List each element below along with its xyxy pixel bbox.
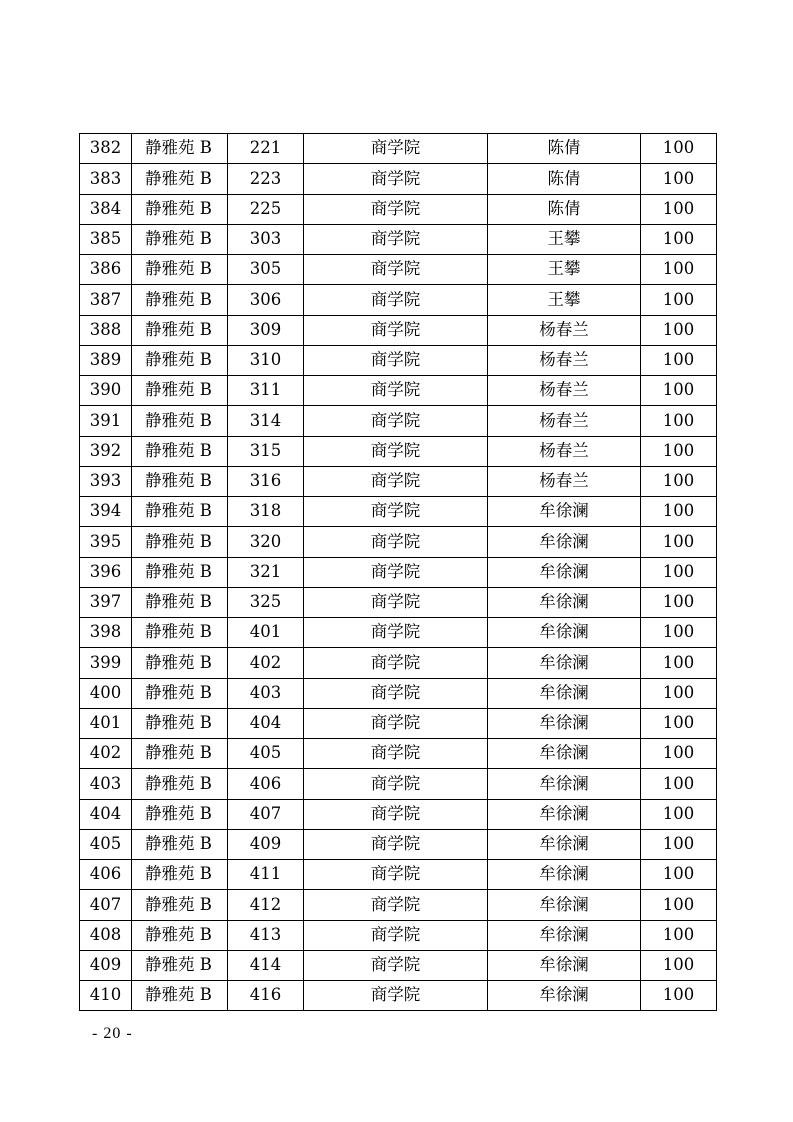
college-cell: 商学院 <box>304 739 488 769</box>
college-cell: 商学院 <box>304 860 488 890</box>
dormitory-score-table <box>79 133 717 1011</box>
counselor-cell: 牟徐澜 <box>488 557 641 587</box>
counselor-cell: 王攀 <box>488 224 641 254</box>
room-number-cell: 318 <box>228 497 304 527</box>
table-row <box>80 557 717 587</box>
row-index-cell: 404 <box>80 799 132 829</box>
room-number-cell: 306 <box>228 285 304 315</box>
row-index-cell: 387 <box>80 285 132 315</box>
score-cell: 100 <box>641 678 717 708</box>
building-cell: 静雅苑 B <box>132 376 228 406</box>
table-row <box>80 799 717 829</box>
building-cell: 静雅苑 B <box>132 829 228 859</box>
room-number-cell: 404 <box>228 708 304 738</box>
college-cell: 商学院 <box>304 648 488 678</box>
score-cell: 100 <box>641 981 717 1011</box>
score-cell: 100 <box>641 769 717 799</box>
room-number-cell: 316 <box>228 466 304 496</box>
page-number: - 20 - <box>92 1025 133 1042</box>
counselor-cell: 杨春兰 <box>488 376 641 406</box>
counselor-cell: 牟徐澜 <box>488 708 641 738</box>
college-cell: 商学院 <box>304 920 488 950</box>
counselor-cell: 牟徐澜 <box>488 648 641 678</box>
row-index-cell: 382 <box>80 134 132 164</box>
counselor-cell: 牟徐澜 <box>488 920 641 950</box>
row-index-cell: 405 <box>80 829 132 859</box>
building-cell: 静雅苑 B <box>132 950 228 980</box>
table-row <box>80 587 717 617</box>
college-cell: 商学院 <box>304 708 488 738</box>
college-cell: 商学院 <box>304 769 488 799</box>
score-cell: 100 <box>641 224 717 254</box>
room-number-cell: 315 <box>228 436 304 466</box>
building-cell: 静雅苑 B <box>132 587 228 617</box>
score-cell: 100 <box>641 285 717 315</box>
score-cell: 100 <box>641 466 717 496</box>
score-cell: 100 <box>641 164 717 194</box>
building-cell: 静雅苑 B <box>132 466 228 496</box>
room-number-cell: 406 <box>228 769 304 799</box>
college-cell: 商学院 <box>304 950 488 980</box>
room-number-cell: 321 <box>228 557 304 587</box>
row-index-cell: 409 <box>80 950 132 980</box>
college-cell: 商学院 <box>304 587 488 617</box>
college-cell: 商学院 <box>304 224 488 254</box>
counselor-cell: 牟徐澜 <box>488 829 641 859</box>
row-index-cell: 390 <box>80 376 132 406</box>
counselor-cell: 杨春兰 <box>488 345 641 375</box>
table-row <box>80 406 717 436</box>
counselor-cell: 牟徐澜 <box>488 860 641 890</box>
score-cell: 100 <box>641 860 717 890</box>
room-number-cell: 405 <box>228 739 304 769</box>
row-index-cell: 393 <box>80 466 132 496</box>
counselor-cell: 陈倩 <box>488 134 641 164</box>
row-index-cell: 391 <box>80 406 132 436</box>
college-cell: 商学院 <box>304 557 488 587</box>
building-cell: 静雅苑 B <box>132 194 228 224</box>
score-cell: 100 <box>641 527 717 557</box>
row-index-cell: 396 <box>80 557 132 587</box>
building-cell: 静雅苑 B <box>132 406 228 436</box>
score-cell: 100 <box>641 345 717 375</box>
table-row <box>80 194 717 224</box>
score-cell: 100 <box>641 406 717 436</box>
counselor-cell: 陈倩 <box>488 194 641 224</box>
score-cell: 100 <box>641 708 717 738</box>
building-cell: 静雅苑 B <box>132 224 228 254</box>
building-cell: 静雅苑 B <box>132 769 228 799</box>
score-cell: 100 <box>641 829 717 859</box>
row-index-cell: 400 <box>80 678 132 708</box>
score-cell: 100 <box>641 799 717 829</box>
score-cell: 100 <box>641 194 717 224</box>
college-cell: 商学院 <box>304 497 488 527</box>
college-cell: 商学院 <box>304 527 488 557</box>
college-cell: 商学院 <box>304 376 488 406</box>
counselor-cell: 陈倩 <box>488 164 641 194</box>
table-row <box>80 376 717 406</box>
college-cell: 商学院 <box>304 890 488 920</box>
row-index-cell: 402 <box>80 739 132 769</box>
college-cell: 商学院 <box>304 466 488 496</box>
row-index-cell: 399 <box>80 648 132 678</box>
room-number-cell: 320 <box>228 527 304 557</box>
row-index-cell: 410 <box>80 981 132 1011</box>
counselor-cell: 杨春兰 <box>488 466 641 496</box>
building-cell: 静雅苑 B <box>132 436 228 466</box>
college-cell: 商学院 <box>304 799 488 829</box>
building-cell: 静雅苑 B <box>132 618 228 648</box>
table-row <box>80 527 717 557</box>
score-cell: 100 <box>641 648 717 678</box>
counselor-cell: 牟徐澜 <box>488 769 641 799</box>
table-row <box>80 618 717 648</box>
building-cell: 静雅苑 B <box>132 285 228 315</box>
row-index-cell: 386 <box>80 255 132 285</box>
college-cell: 商学院 <box>304 618 488 648</box>
row-index-cell: 394 <box>80 497 132 527</box>
college-cell: 商学院 <box>304 134 488 164</box>
college-cell: 商学院 <box>304 436 488 466</box>
counselor-cell: 牟徐澜 <box>488 587 641 617</box>
college-cell: 商学院 <box>304 829 488 859</box>
score-cell: 100 <box>641 315 717 345</box>
college-cell: 商学院 <box>304 981 488 1011</box>
row-index-cell: 388 <box>80 315 132 345</box>
score-cell: 100 <box>641 950 717 980</box>
counselor-cell: 牟徐澜 <box>488 678 641 708</box>
table-row <box>80 678 717 708</box>
room-number-cell: 303 <box>228 224 304 254</box>
room-number-cell: 407 <box>228 799 304 829</box>
counselor-cell: 王攀 <box>488 255 641 285</box>
college-cell: 商学院 <box>304 406 488 436</box>
row-index-cell: 384 <box>80 194 132 224</box>
score-cell: 100 <box>641 920 717 950</box>
table-row <box>80 315 717 345</box>
building-cell: 静雅苑 B <box>132 134 228 164</box>
table-row <box>80 890 717 920</box>
score-cell: 100 <box>641 134 717 164</box>
row-index-cell: 398 <box>80 618 132 648</box>
room-number-cell: 225 <box>228 194 304 224</box>
building-cell: 静雅苑 B <box>132 739 228 769</box>
building-cell: 静雅苑 B <box>132 164 228 194</box>
row-index-cell: 383 <box>80 164 132 194</box>
room-number-cell: 416 <box>228 981 304 1011</box>
table-row <box>80 739 717 769</box>
building-cell: 静雅苑 B <box>132 981 228 1011</box>
room-number-cell: 402 <box>228 648 304 678</box>
table-row <box>80 466 717 496</box>
row-index-cell: 407 <box>80 890 132 920</box>
table-row <box>80 648 717 678</box>
table-row <box>80 497 717 527</box>
room-number-cell: 310 <box>228 345 304 375</box>
counselor-cell: 牟徐澜 <box>488 799 641 829</box>
table-row <box>80 708 717 738</box>
table-row <box>80 829 717 859</box>
score-cell: 100 <box>641 557 717 587</box>
table-row <box>80 224 717 254</box>
score-cell: 100 <box>641 497 717 527</box>
table-row <box>80 436 717 466</box>
building-cell: 静雅苑 B <box>132 890 228 920</box>
room-number-cell: 412 <box>228 890 304 920</box>
counselor-cell: 牟徐澜 <box>488 981 641 1011</box>
score-cell: 100 <box>641 376 717 406</box>
score-cell: 100 <box>641 739 717 769</box>
room-number-cell: 221 <box>228 134 304 164</box>
counselor-cell: 王攀 <box>488 285 641 315</box>
row-index-cell: 395 <box>80 527 132 557</box>
score-cell: 100 <box>641 890 717 920</box>
row-index-cell: 406 <box>80 860 132 890</box>
table-body <box>80 134 717 1011</box>
building-cell: 静雅苑 B <box>132 708 228 738</box>
college-cell: 商学院 <box>304 678 488 708</box>
row-index-cell: 403 <box>80 769 132 799</box>
college-cell: 商学院 <box>304 345 488 375</box>
table-row <box>80 134 717 164</box>
room-number-cell: 305 <box>228 255 304 285</box>
counselor-cell: 牟徐澜 <box>488 618 641 648</box>
counselor-cell: 牟徐澜 <box>488 890 641 920</box>
row-index-cell: 401 <box>80 708 132 738</box>
college-cell: 商学院 <box>304 194 488 224</box>
row-index-cell: 385 <box>80 224 132 254</box>
counselor-cell: 杨春兰 <box>488 406 641 436</box>
counselor-cell: 杨春兰 <box>488 315 641 345</box>
college-cell: 商学院 <box>304 164 488 194</box>
room-number-cell: 314 <box>228 406 304 436</box>
counselor-cell: 牟徐澜 <box>488 527 641 557</box>
counselor-cell: 牟徐澜 <box>488 950 641 980</box>
counselor-cell: 牟徐澜 <box>488 497 641 527</box>
building-cell: 静雅苑 B <box>132 315 228 345</box>
building-cell: 静雅苑 B <box>132 678 228 708</box>
room-number-cell: 223 <box>228 164 304 194</box>
building-cell: 静雅苑 B <box>132 799 228 829</box>
row-index-cell: 392 <box>80 436 132 466</box>
table-row <box>80 164 717 194</box>
score-cell: 100 <box>641 618 717 648</box>
college-cell: 商学院 <box>304 285 488 315</box>
room-number-cell: 414 <box>228 950 304 980</box>
counselor-cell: 牟徐澜 <box>488 739 641 769</box>
college-cell: 商学院 <box>304 255 488 285</box>
table-row <box>80 920 717 950</box>
building-cell: 静雅苑 B <box>132 345 228 375</box>
room-number-cell: 401 <box>228 618 304 648</box>
room-number-cell: 311 <box>228 376 304 406</box>
building-cell: 静雅苑 B <box>132 497 228 527</box>
room-number-cell: 411 <box>228 860 304 890</box>
row-index-cell: 408 <box>80 920 132 950</box>
college-cell: 商学院 <box>304 315 488 345</box>
score-cell: 100 <box>641 436 717 466</box>
room-number-cell: 403 <box>228 678 304 708</box>
counselor-cell: 杨春兰 <box>488 436 641 466</box>
room-number-cell: 413 <box>228 920 304 950</box>
building-cell: 静雅苑 B <box>132 920 228 950</box>
table-row <box>80 255 717 285</box>
building-cell: 静雅苑 B <box>132 860 228 890</box>
score-cell: 100 <box>641 255 717 285</box>
table-row <box>80 981 717 1011</box>
row-index-cell: 389 <box>80 345 132 375</box>
building-cell: 静雅苑 B <box>132 527 228 557</box>
building-cell: 静雅苑 B <box>132 255 228 285</box>
room-number-cell: 409 <box>228 829 304 859</box>
room-number-cell: 309 <box>228 315 304 345</box>
table-row <box>80 860 717 890</box>
table-row <box>80 769 717 799</box>
row-index-cell: 397 <box>80 587 132 617</box>
table-row <box>80 345 717 375</box>
room-number-cell: 325 <box>228 587 304 617</box>
table-row <box>80 950 717 980</box>
score-cell: 100 <box>641 587 717 617</box>
building-cell: 静雅苑 B <box>132 648 228 678</box>
building-cell: 静雅苑 B <box>132 557 228 587</box>
table-row <box>80 285 717 315</box>
